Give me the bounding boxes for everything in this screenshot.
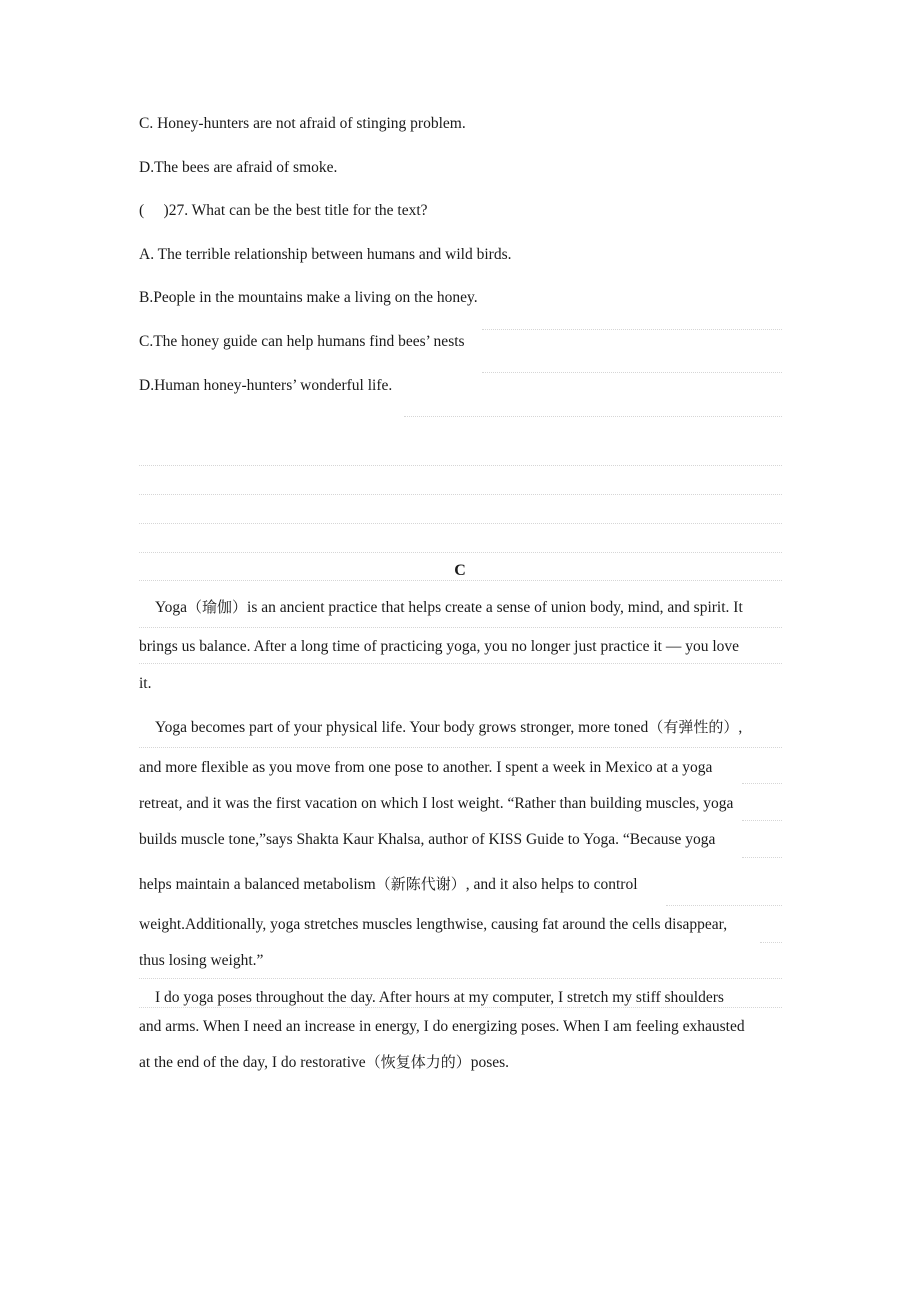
section-heading: C bbox=[454, 562, 466, 579]
passage-line: thus losing weight.” bbox=[139, 952, 264, 969]
guide-line bbox=[139, 580, 782, 581]
chinese-gloss: （有弹性的） bbox=[648, 718, 739, 736]
answer-bracket[interactable]: ( ) bbox=[139, 202, 169, 219]
guide-line bbox=[666, 905, 782, 906]
passage-text: at the end of the day, I do restorative bbox=[139, 1054, 366, 1071]
passage-line: it. bbox=[139, 675, 152, 692]
passage-line bbox=[139, 874, 779, 895]
passage-line: retreat, and it was the first vacation on which I lost weight. “Rather than building muscles, yoga bbox=[139, 795, 734, 812]
guide-line bbox=[760, 942, 782, 943]
q27-option-b: B.People in the mountains make a living on the honey. bbox=[139, 289, 478, 306]
guide-line bbox=[139, 663, 782, 664]
passage-text: is an ancient practice that helps create a sense of union body, mind, and spirit. It bbox=[247, 599, 743, 616]
guide-line bbox=[139, 552, 782, 553]
passage-text: helps maintain a balanced metabolism bbox=[139, 876, 376, 893]
guide-line bbox=[139, 978, 782, 979]
guide-line bbox=[742, 783, 782, 784]
passage-text: , bbox=[738, 719, 743, 736]
passage-line: weight.Additionally, yoga stretches muscles lengthwise, causing fat around the cells disappear, bbox=[139, 916, 728, 933]
guide-line bbox=[139, 747, 782, 748]
q27-option-d: D.Human honey-hunters’ wonderful life. bbox=[139, 377, 393, 394]
q27-stem: 27. What can be the best title for the text? bbox=[168, 202, 428, 219]
passage-text: poses. bbox=[470, 1054, 510, 1071]
guide-line bbox=[139, 523, 782, 524]
passage-line bbox=[155, 597, 795, 618]
guide-line bbox=[139, 494, 782, 495]
passage-text: Yoga bbox=[155, 599, 188, 616]
passage-text: , and it also helps to control bbox=[465, 876, 638, 893]
passage-line bbox=[155, 717, 795, 738]
passage-line: I do yoga poses throughout the day. After hours at my computer, I stretch my stiff shoulders bbox=[155, 989, 724, 1006]
passage-line: and arms. When I need an increase in energy, I do energizing poses. When I am feeling exhausted bbox=[139, 1018, 745, 1035]
chinese-gloss: （瑜伽） bbox=[187, 598, 248, 616]
q27-option-c: C.The honey guide can help humans find bees’ nests bbox=[139, 333, 465, 350]
passage-text: Yoga becomes part of your physical life. Your body grows stronger, more toned bbox=[155, 719, 649, 736]
guide-line bbox=[482, 372, 782, 373]
guide-line bbox=[482, 329, 782, 330]
guide-line bbox=[742, 820, 782, 821]
q26-option-c: C. Honey-hunters are not afraid of stinging problem. bbox=[139, 115, 466, 132]
guide-line bbox=[404, 416, 782, 417]
q26-option-d: D.The bees are afraid of smoke. bbox=[139, 159, 338, 176]
chinese-gloss: （新陈代谢） bbox=[375, 875, 466, 893]
q27-question bbox=[139, 201, 428, 221]
q27-option-a: A. The terrible relationship between humans and wild birds. bbox=[139, 246, 512, 263]
passage-line: and more flexible as you move from one pose to another. I spent a week in Mexico at a yoga bbox=[139, 759, 713, 776]
passage-line: builds muscle tone,”says Shakta Kaur Khalsa, author of KISS Guide to Yoga. “Because yoga bbox=[139, 831, 716, 848]
guide-line bbox=[139, 465, 782, 466]
passage-line bbox=[139, 1052, 779, 1073]
guide-line bbox=[742, 857, 782, 858]
guide-line bbox=[139, 627, 782, 628]
chinese-gloss: （恢复体力的） bbox=[365, 1053, 471, 1071]
passage-line: brings us balance. After a long time of practicing yoga, you no longer just practice it — you love bbox=[139, 638, 740, 655]
